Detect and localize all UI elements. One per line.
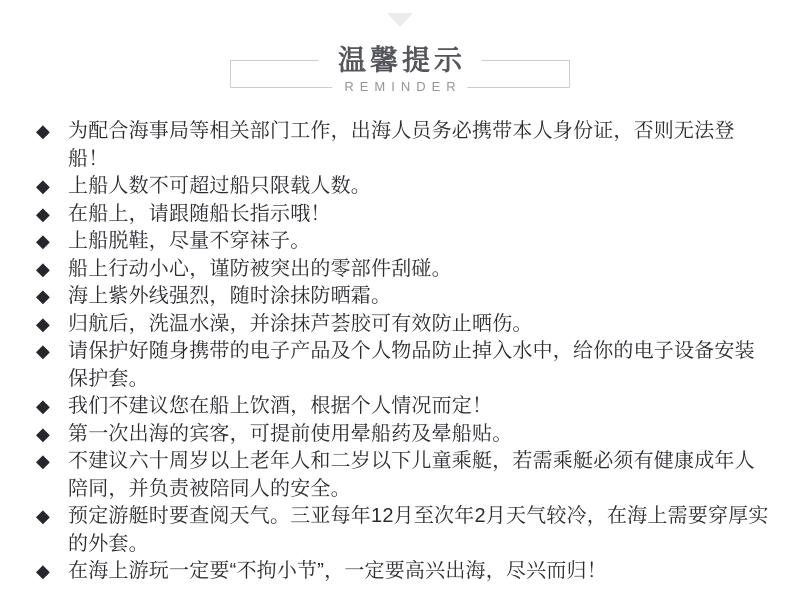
list-item-text: 船上行动小心，谨防被突出的零部件刮碰。	[68, 257, 452, 280]
list-item-text: 上船脱鞋，尽量不穿袜子。	[68, 230, 311, 252]
list-item	[36, 558, 800, 586]
list-item	[36, 256, 800, 284]
list-item	[36, 503, 800, 558]
list-item-text: 在船上，请跟随船长指示哦！	[68, 202, 331, 225]
list-item	[36, 283, 800, 311]
diamond-bullet-icon: ◆	[36, 203, 50, 224]
list-item	[36, 228, 800, 256]
list-item-text: 第一次出海的宾客，可提前使用晕船药及晕船贴。	[68, 422, 513, 445]
diamond-bullet-icon: ◆	[36, 561, 50, 581]
list-item	[36, 118, 800, 173]
list-item	[36, 393, 800, 421]
list-item-text: 海上紫外线强烈，随时涂抹防晒霜。	[68, 285, 392, 307]
list-item	[36, 338, 800, 393]
diamond-bullet-icon: ◆	[36, 231, 50, 251]
down-triangle-icon	[387, 13, 413, 27]
list-item	[36, 311, 800, 339]
list-item	[36, 448, 800, 503]
list-item-text: 预定游艇时要查阅天气。三亚每年12月至次年2月天气较冷，在海上需要穿厚实的外套。	[68, 505, 769, 555]
list-item-text: 在海上游玩一定要“不拘小节”，一定要高兴出海，尽兴而归！	[68, 560, 607, 582]
list-item-text: 我们不建议您在船上饮酒，根据个人情况而定！	[68, 395, 493, 417]
diamond-bullet-icon: ◆	[36, 313, 50, 334]
diamond-bullet-icon: ◆	[36, 451, 50, 471]
list-item	[36, 201, 800, 229]
diamond-bullet-icon: ◆	[36, 341, 50, 361]
list-item-text: 归航后，洗温水澡，并涂抹芦荟胶可有效防止晒伤。	[68, 312, 533, 335]
diamond-bullet-icon: ◆	[36, 396, 50, 416]
diamond-bullet-icon: ◆	[36, 176, 50, 196]
diamond-bullet-icon: ◆	[36, 286, 50, 306]
page-subtitle: REMINDER	[332, 80, 467, 94]
diamond-bullet-icon: ◆	[36, 121, 50, 141]
diamond-bullet-icon: ◆	[36, 423, 50, 444]
page-title: 温馨提示	[318, 46, 482, 77]
tips-list	[0, 118, 800, 586]
list-item	[36, 421, 800, 449]
list-item	[36, 173, 800, 201]
list-item-text: 为配合海事局等相关部门工作，出海人员务必携带本人身份证，否则无法登船！	[68, 120, 735, 170]
list-item-text: 上船人数不可超过船只限载人数。	[68, 175, 371, 197]
header-box	[230, 44, 570, 94]
list-item-text: 请保护好随身携带的电子产品及个人物品防止掉入水中，给你的电子设备安装保护套。	[68, 340, 755, 390]
diamond-bullet-icon: ◆	[36, 506, 50, 526]
diamond-bullet-icon: ◆	[36, 258, 50, 279]
list-item-text: 不建议六十周岁以上老年人和二岁以下儿童乘艇，若需乘艇必须有健康成年人陪同，并负责被陪同人的安全。	[68, 450, 755, 500]
